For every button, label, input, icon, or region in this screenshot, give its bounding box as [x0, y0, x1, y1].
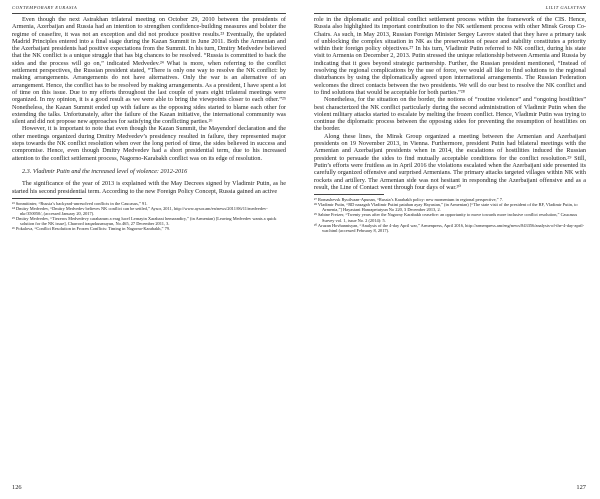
footnote: ³⁰ Aruzan Hovhannisyan, “Analysis of the 4-day April war,” Armenpress, April 2016, http://armenpress.am/eng/news/843356/analysis-of-the-4-day-april-war.html (accessed February 8, 2017). [314, 222, 585, 233]
footnote-rule [12, 198, 82, 199]
footnote: ²³ Sonmitinter, “Russia’s backyard-unresolved conflicts in the Caucasus,” 91. [12, 200, 148, 206]
paragraph: Along these lines, the Minsk Group organized a meeting between the Armenian and Azerbaijani presidents on 19 November 2013, in Vienna. Furthermore, president Putin had bilateral meetings with the Armenian and Azerbaijani presidents when in 2014, the escalations of hostilities induced the Russian president to persuade the sides to find mutually acceptable conditions for the conflict resolution.²⁹ Still, Putin’s efforts were fruitless as in April 2016 the violations escalated when the Azerbaijani side presented its carefully organized offensive and surprised Armenians. The primary attacks targeted villages within NK with rockets and artillery. The Armenian side was not hesitant in responding the Azerbaijani offensive and as a result, the Line of Contact went through four days of war.³⁰ [314, 132, 586, 191]
running-header-left: CONTEMPORARY EURASIA [12, 5, 78, 10]
paragraph: Nonetheless, for the situation on the border, the notions of “routine violence” and “ongoing hostilities” best characterized the NK conflict particularly during the second administration of Vladimir Putin when the violent military attacks started to escalate by melting the frozen conflict. Hence, Vladimir Putin was trying to continue the diplomatic process between the opposing sides for preventing the resumption of hostilities on the border. [314, 96, 586, 133]
footnote-rule [314, 194, 384, 195]
section-subheading: 2.3. Vladimir Putin and the increased level of violence: 2012-2016 [22, 167, 188, 175]
left-page-body [12, 16, 286, 231]
header-rule-left [12, 13, 286, 14]
footnotes-left [12, 201, 286, 232]
page-number-left: 126 [12, 484, 22, 491]
footnote: ²⁶ Pokalova, “Conflict Resolution in Frozen Conflicts: Timing in Nagorno-Karabakh,” 79. [12, 226, 171, 232]
footnotes-right [314, 197, 586, 233]
paragraph: role in the diplomatic and political conflict settlement process within the framework of the CIS. Hence, Russia also highlighted its important contribution to the NK settlement process with other Minsk Group Co-Chairs. As such, in May 2013, Russian Foreign Minister Sergey Lavrov stated that they have a primary task of unblocking the complex situation in NK as the preservation of peace and stability constitutes a priority within their foreign policy objectives.²⁷ In his turn, Vladimir Putin referred to NK conflict, during his state visit to Armenia on December 2, 2013. Putin stressed the unique relationship between Armenia and Russia by indicating that it goes beyond strategic partnership. Further, the Russian president mentioned, “Instead of resolving the regional complications by the use of force, we would all like to find solutions to the regional disturbances by using the diplomatically agreed upon international arrangements. The Russian Federation welcomes the direct contacts between the two presidents. We will do our best to resolve the NK conflict and to find solutions that would be acceptable for both parties.”²⁸ [314, 16, 586, 96]
footnote: ²⁸ Vladimir Putin, “RD nazagah Vladimir Putini patahan ayay Hayastan,” (in Armenian) [“The state visit of the president of the RF, Vladimir Putin, to Armenia,”] Hayastani Hanrapetutyun No 220, 3 December 2013, 2. [314, 202, 578, 213]
header-rule-right [314, 13, 586, 14]
right-page [300, 0, 600, 499]
footnote: ²⁷ Romashevsk Ryuilvaan-Apunan, “Russia’s Karabakh policy: new momentum in regional perspective,” 7. [314, 197, 503, 203]
right-page-body [314, 16, 586, 233]
footnote: ²⁵ Dmitry Medvedev, “Tiezeros Medvedevy carabarum a erag lucel Lernayin Xarabaxi hemaxndiry,” (in Armenian) [Leaving Medvedev wants a quick solution for the NK issue], Charrord iraqarkusmuyun, No.465, 27 December 2011, 3. [12, 216, 277, 227]
paragraph: However, it is important to note that even though the Kazan Summit, the Mayendorf declaration and the other meetings organized during Dmitry Medvedev’s presidency resulted in failure, they represented major steps towards the NK conflict resolution when over the long period of time, the sides believed in success and compromise. Hence, even though Dmitry Medvedev had a short presidential term, due to his increased attention to the conflict settlement process, Nagorno-Karabakh conflict was on its edge of resolution. [12, 125, 286, 162]
paragraph: The significance of the year of 2013 is explained with the May Decrees signed by Vladimir Putin, as he started his second presidential term. According to the new Foreign Policy Concept, Russia gained an active [12, 180, 286, 195]
paragraph: Even though the next Astrakhan trilateral meeting on October 29, 2010 between the presidents of Armenia, Azerbaijan and Russia had an intention to strengthen confidence-building measures and bolster the regime of ceasefire, it was not an exception and did not produce positive results.²³ Eventually, the updated Madrid Principles entered into a final stage during the Kazan Summit in June 2011. Both the Armenian and the Azerbaijani presidents had positive expectations from the Summit. In his turn, Dmitry Medvedev believed that the NK conflict is a unique struggle that has big chances to be resolved. “Russia is committed to back the sides and the process will go on,” indicated Medvedev.²⁴ What is more, when referring to the conflict settlement perspectives, the Russian president stated, “There is only one way to resolve the NK conflict: by making arrangements. Arrangements do not have alternatives. Only the war is an alternative of an arrangement. Hence, the conflict has to be resolved by making arrangements. As a president, I have spent a lot of time on this issue. Due to my efforts throughout the last couple of years eight trilateral meetings were organized. In my opinion, it is a good result as we were able to bring the viewpoints closer to each other.”²⁵ Nonetheless, the Kazan Summit ended up with failure as the opposing sides started to blame each other for extending the talks. Unfortunately, after the failure of the Kazan initiative, the international community was silent and did not propose new approaches for satisfying the conflicting parties.²⁶ [12, 16, 286, 126]
running-header-right: LILIT GALSTYAN [545, 5, 586, 10]
footnote: ²⁹ Sabine Freizer, “Twenty years after the Nagorny Karabakh ceasefire: an opportunity to move towards more inclusive conflict resolution,” Caucasus Survey vol. 1, issue No. 2 (2014): 5. [314, 212, 578, 223]
footnote: ²⁴ Dmitry Medvedev, “Dmitry Medvedev believes NK conflict can be settled,” Aysor, 2011, http://www.aysor.am/en/news/2011/06/11/medvedev-nkr/350050/, (accessed January 20, 2017). [12, 205, 268, 217]
page-number-right: 127 [576, 484, 586, 491]
